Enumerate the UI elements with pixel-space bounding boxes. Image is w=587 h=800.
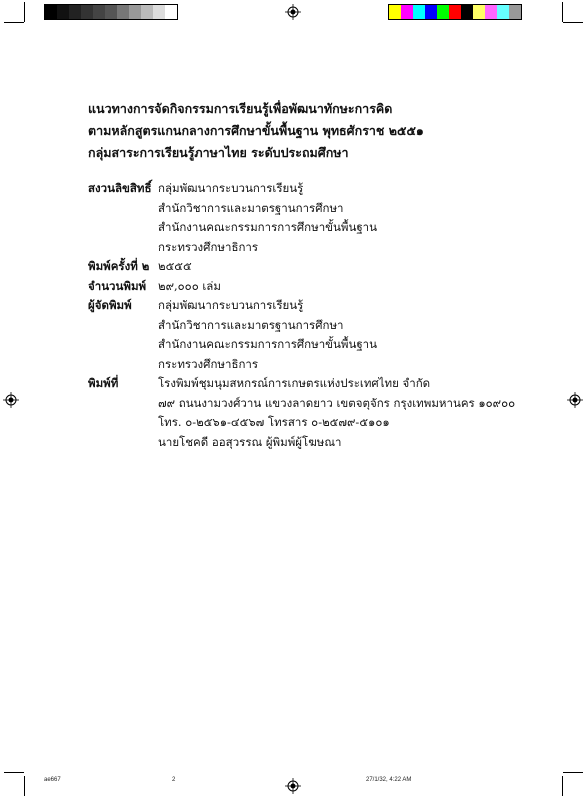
copyright-line: กลุ่มพัฒนากระบวนการเรียนรู้ xyxy=(158,181,304,195)
copyright-line: กระทรวงศึกษาธิการ xyxy=(158,239,259,254)
gray-swatch xyxy=(129,5,141,19)
color-swatch xyxy=(437,5,449,19)
color-swatch xyxy=(509,5,521,19)
footer-timestamp: 27/1/32, 4:22 AM xyxy=(366,777,412,783)
crop-mark-bottom-right-v xyxy=(562,776,563,796)
footer-file-id: ae667 xyxy=(44,777,61,783)
gray-swatch xyxy=(117,5,129,19)
color-swatch xyxy=(497,5,509,19)
gray-swatch xyxy=(165,5,177,19)
registration-mark-icon xyxy=(285,778,301,794)
crop-mark-bottom-left-v xyxy=(24,776,25,796)
gray-swatch xyxy=(153,5,165,19)
printer-line: ๗๙ ถนนงามวงศ์วาน แขวงลาดยาว เขตจตุจักร กรุงเทพมหานคร ๑๐๙๐๐ xyxy=(158,395,516,410)
crop-mark-top-left-h xyxy=(4,22,24,23)
printer-line: นายโชคดี ออสุวรรณ ผู้พิมพ์ผู้โฆษณา xyxy=(158,434,342,449)
title-line-2: ตามหลักสูตรแกนกลางการศึกษาขั้นพื้นฐาน พุทธศักราช ๒๕๕๑ xyxy=(88,123,424,138)
crop-mark-top-right-h xyxy=(563,22,583,23)
registration-mark-icon xyxy=(567,392,583,408)
color-swatch xyxy=(401,5,413,19)
printer-label: พิมพ์ที่ xyxy=(88,376,119,390)
edition-label: พิมพ์ครั้งที่ ๒ xyxy=(88,259,150,273)
footer-page-number: 2 xyxy=(172,777,176,783)
printer-line: โรงพิมพ์ชุมนุมสหกรณ์การเกษตรแห่งประเทศไทย จำกัด xyxy=(158,376,431,390)
crop-mark-bottom-left-h xyxy=(4,772,24,773)
gray-swatch xyxy=(69,5,81,19)
color-calibration-bar xyxy=(388,4,522,20)
color-swatch xyxy=(449,5,461,19)
color-swatch xyxy=(389,5,401,19)
color-swatch xyxy=(461,5,473,19)
publisher-line: สำนักงานคณะกรรมการการศึกษาขั้นพื้นฐาน xyxy=(158,337,377,351)
copyright-label: สงวนลิขสิทธิ์ xyxy=(88,181,152,195)
title-line-1: แนวทางการจัดกิจกรรมการเรียนรู้เพื่อพัฒนาทักษะการคิด xyxy=(88,101,393,116)
gray-swatch xyxy=(141,5,153,19)
gray-swatch xyxy=(57,5,69,19)
title-line-3: กลุ่มสาระการเรียนรู้ภาษาไทย ระดับประถมศึกษา xyxy=(88,145,349,160)
crop-mark-top-right-v xyxy=(562,2,563,22)
crop-mark-top-left-v xyxy=(24,2,25,22)
copyright-line: สำนักวิชาการและมาตรฐานการศึกษา xyxy=(158,200,344,215)
edition-year: ๒๕๕๕ xyxy=(158,259,192,273)
gray-swatch xyxy=(105,5,117,19)
publisher-line: สำนักวิชาการและมาตรฐานการศึกษา xyxy=(158,317,344,332)
publisher-label: ผู้จัดพิมพ์ xyxy=(88,298,132,312)
gray-swatch xyxy=(93,5,105,19)
copyright-line: สำนักงานคณะกรรมการการศึกษาขั้นพื้นฐาน xyxy=(158,220,377,234)
registration-mark-icon xyxy=(3,392,19,408)
grayscale-calibration-bar xyxy=(44,4,178,20)
color-swatch xyxy=(473,5,485,19)
gray-swatch xyxy=(45,5,57,19)
printer-line: โทร. ๐-๒๕๖๑-๔๕๖๗ โทรสาร ๐-๒๕๗๙-๕๑๐๑ xyxy=(158,415,390,429)
publisher-line: กลุ่มพัฒนากระบวนการเรียนรู้ xyxy=(158,298,304,312)
color-swatch xyxy=(425,5,437,19)
color-swatch xyxy=(485,5,497,19)
publisher-line: กระทรวงศึกษาธิการ xyxy=(158,356,259,371)
copies-label: จำนวนพิมพ์ xyxy=(88,278,147,293)
crop-mark-bottom-right-h xyxy=(563,772,583,773)
book-title xyxy=(88,98,424,164)
color-swatch xyxy=(413,5,425,19)
registration-mark-icon xyxy=(285,4,301,20)
gray-swatch xyxy=(81,5,93,19)
copies-value: ๒๙,๐๐๐ เล่ม xyxy=(158,278,221,293)
